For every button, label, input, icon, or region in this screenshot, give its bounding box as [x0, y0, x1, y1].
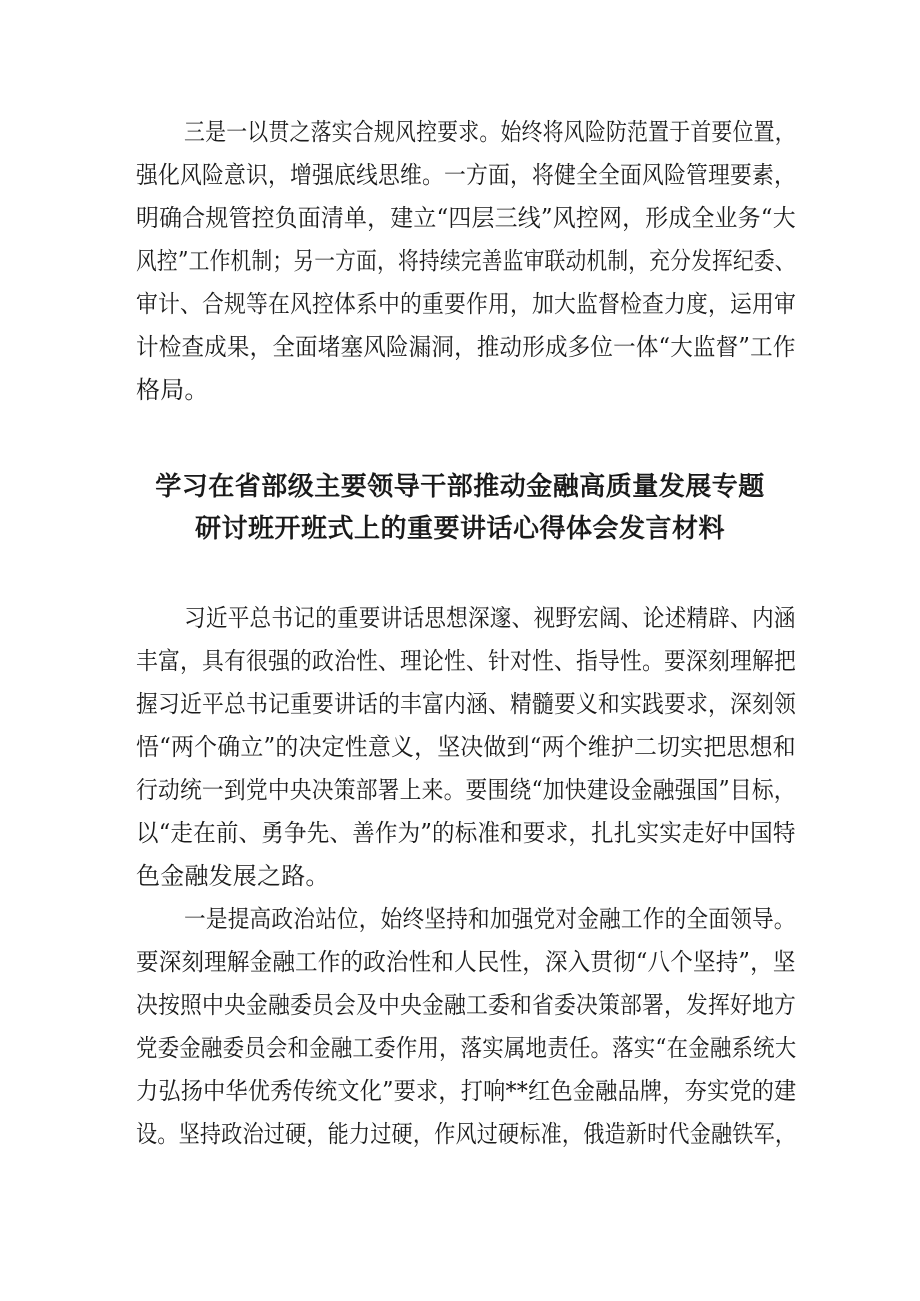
paragraph-line: 决按照中央金融委员会及中央金融工委和省委决策部署，发挥好地方 — [136, 991, 796, 1019]
paragraph-line: 党委金融委员会和金融工委作用，落实属地责任。落实“在金融系统大 — [136, 1034, 797, 1062]
paragraph-line: 行动统一到党中央决策部署上来。要围绕“加快建设金融强国”目标， — [136, 776, 796, 804]
paragraph-line: 力弘扬中华优秀传统文化”要求，打响**红色金融品牌，夯实党的建 — [136, 1077, 797, 1105]
paragraph-line: 悟“两个确立”的决定性意义，坚决做到“两个维护二切实把思想和 — [136, 733, 796, 761]
paragraph-line: 强化风险意识，增强底线思维。一方面，将健全全面风险管理要素， — [136, 161, 796, 189]
paragraph-line: 风控”工作机制；另一方面，将持续完善监审联动机制，充分发挥纪委、 — [136, 247, 796, 275]
paragraph-line: 三是一以贯之落实合规风控要求。始终将风险防范置于首要位置， — [184, 118, 796, 146]
paragraph-line: 要深刻理解金融工作的政治性和人民性，深入贯彻“八个坚持”，坚 — [136, 948, 796, 976]
article-title-line-1: 学习在省部级主要领导干部推动金融高质量发展专题 — [155, 472, 765, 502]
paragraph-line: 审计、合规等在风控体系中的重要作用，加大监督检查力度，运用审 — [136, 290, 796, 318]
article-title-line-2: 研讨班开班式上的重要讲话心得体会发言材料 — [194, 514, 725, 544]
paragraph-line: 丰富，具有很强的政治性、理论性、针对性、指导性。要深刻理解把 — [136, 647, 796, 675]
paragraph-line: 明确合规管控负面清单，建立“四层三线”风控网，形成全业务“大 — [136, 204, 796, 232]
paragraph-line: 格局。 — [136, 376, 209, 404]
paragraph-line: 一是提高政治站位，始终坚持和加强党对金融工作的全面领导。 — [184, 905, 796, 933]
paragraph-line: 计检查成果，全面堵塞风险漏洞，推动形成多位一体“大监督”工作 — [136, 333, 796, 361]
paragraph-line: 习近平总书记的重要讲话思想深邃、视野宏阔、论述精辟、内涵 — [184, 604, 796, 632]
paragraph-line: 以“走在前、勇争先、善作为”的标准和要求，扎扎实实走好中国特 — [136, 819, 796, 847]
paragraph-line: 握习近平总书记重要讲话的丰富内涵、精髓要义和实践要求，深刻领 — [136, 690, 796, 718]
paragraph-line: 色金融发展之路。 — [136, 862, 330, 890]
paragraph-line: 设。坚持政治过硬，能力过硬，作风过硬标准，俄造新时代金融铁军， — [136, 1120, 797, 1148]
